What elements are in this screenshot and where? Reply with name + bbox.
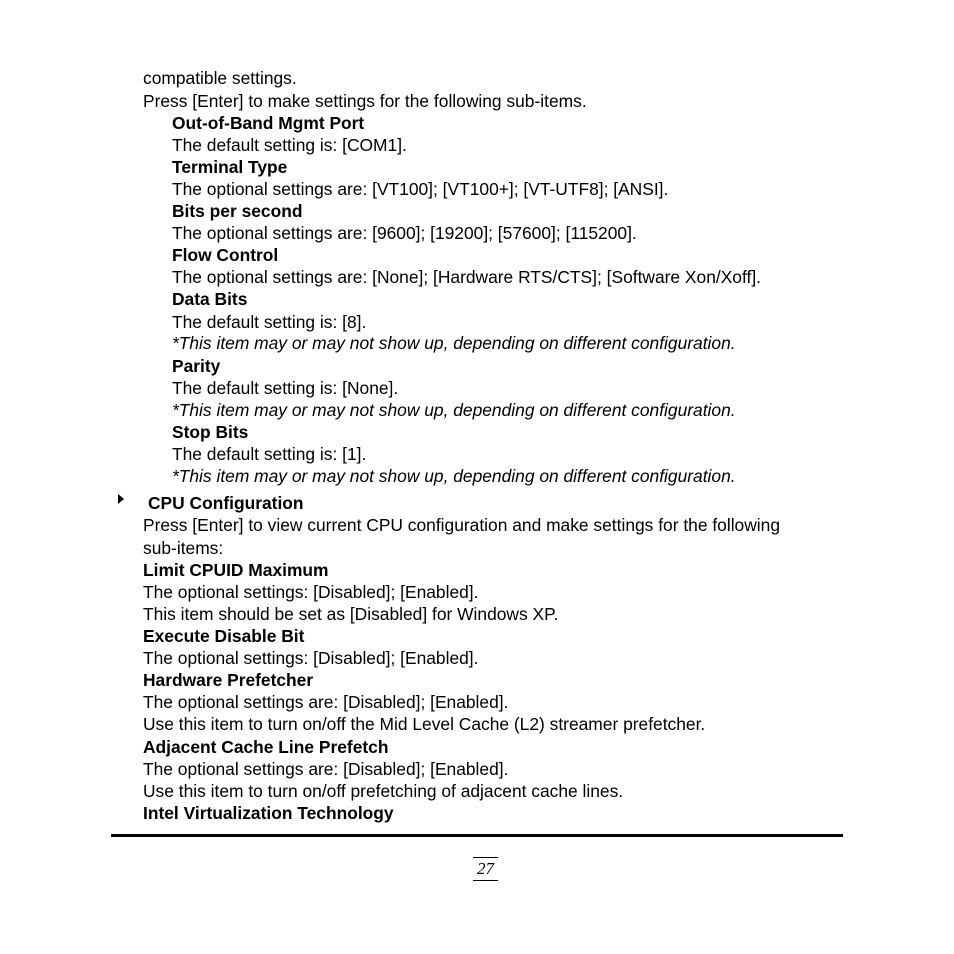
note-text: *This item may or may not show up, depending on different configuration. xyxy=(172,400,736,420)
body-text: The default setting is: [1]. xyxy=(172,444,367,464)
body-text: Press [Enter] to make settings for the following sub-items. xyxy=(143,91,587,111)
body-text: The optional settings are: [Disabled]; [Enabled]. xyxy=(143,759,509,779)
body-text: sub-items: xyxy=(143,538,224,558)
body-text: Use this item to turn on/off prefetching of adjacent cache lines. xyxy=(143,781,624,801)
body-text: The optional settings are: [Disabled]; [Enabled]. xyxy=(143,692,509,712)
triangle-bullet-icon xyxy=(118,494,124,504)
body-text: Press [Enter] to view current CPU configuration and make settings for the following xyxy=(143,515,780,535)
page-number: 27 xyxy=(473,857,498,881)
item-heading: Flow Control xyxy=(172,245,279,265)
item-heading: Intel Virtualization Technology xyxy=(143,803,394,823)
body-text: The optional settings: [Disabled]; [Enabled]. xyxy=(143,648,479,668)
section-heading: CPU Configuration xyxy=(148,493,304,513)
body-text: The optional settings are: [None]; [Hardware RTS/CTS]; [Software Xon/Xoff]. xyxy=(172,267,761,287)
footer-divider xyxy=(111,834,843,837)
body-text: The optional settings: [Disabled]; [Enabled]. xyxy=(143,582,479,602)
body-text: The default setting is: [COM1]. xyxy=(172,135,407,155)
body-text: Use this item to turn on/off the Mid Level Cache (L2) streamer prefetcher. xyxy=(143,714,706,734)
item-heading: Data Bits xyxy=(172,289,248,309)
body-text: compatible settings. xyxy=(143,68,297,88)
body-text: The default setting is: [8]. xyxy=(172,312,367,332)
item-heading: Stop Bits xyxy=(172,422,249,442)
note-text: *This item may or may not show up, depending on different configuration. xyxy=(172,333,736,353)
body-text: The default setting is: [None]. xyxy=(172,378,399,398)
item-heading: Adjacent Cache Line Prefetch xyxy=(143,737,389,757)
item-heading: Terminal Type xyxy=(172,157,288,177)
item-heading: Parity xyxy=(172,356,221,376)
item-heading: Hardware Prefetcher xyxy=(143,670,314,690)
note-text: *This item may or may not show up, depending on different configuration. xyxy=(172,466,736,486)
body-text: The optional settings are: [9600]; [19200]; [57600]; [115200]. xyxy=(172,223,637,243)
item-heading: Bits per second xyxy=(172,201,303,221)
item-heading: Execute Disable Bit xyxy=(143,626,305,646)
body-text: The optional settings are: [VT100]; [VT100+]; [VT-UTF8]; [ANSI]. xyxy=(172,179,669,199)
body-text: This item should be set as [Disabled] for Windows XP. xyxy=(143,604,559,624)
item-heading: Out-of-Band Mgmt Port xyxy=(172,113,365,133)
item-heading: Limit CPUID Maximum xyxy=(143,560,329,580)
